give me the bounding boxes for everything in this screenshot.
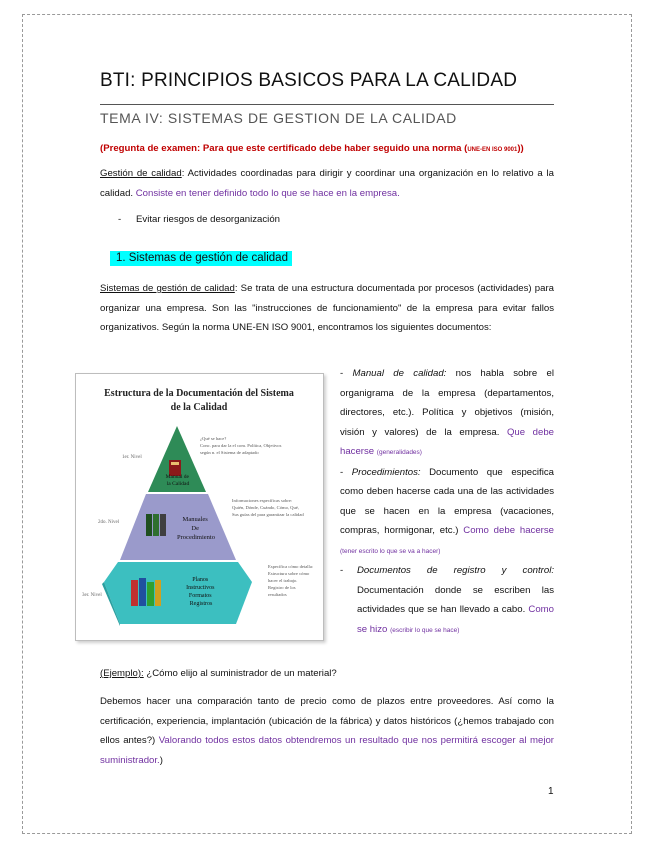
level-2-note: Informaciones específicas sobre: Quién, Dónde, Cuándo, Cómo, Qué, Sus guías del para garantizar la calidad <box>232 498 304 517</box>
level-3-side: 3er. Nivel <box>82 593 102 598</box>
manual-text: nos habla sobre el organigrama de la empresa (departamentos, directores, etc.). Política y objetivos (misión, visión y valores) de la empresa. <box>340 368 554 438</box>
exam-note-close: )) <box>517 143 524 154</box>
pyramid-level-3 <box>104 562 252 624</box>
records-term: Documentos de registro y control: <box>357 565 554 576</box>
level-3-label: Planos Instructivos Formatos Registros <box>186 577 215 607</box>
definition-highlight: Consiste en tener definido todo lo que se hace en la empresa. <box>135 187 400 199</box>
definition-text: : Actividades coordinadas para dirigir y coordinar una organización en lo relativo a la calidad. <box>100 168 555 199</box>
exam-note-standard: UNE-EN ISO 9001 <box>467 147 518 153</box>
exam-note <box>100 143 524 154</box>
level-1-note: ¿Qué se hace? Conc. para dar la el com. Política, Objetivos según n. el Sistema de adaptado <box>200 436 282 455</box>
example-answer-close: ) <box>159 754 163 766</box>
manual-dash: - <box>340 368 353 379</box>
procedures-term: Procedimientos: <box>351 466 421 478</box>
binders-icon <box>146 514 166 536</box>
figure-title-line2: de la Calidad <box>170 402 228 413</box>
procedures-dash: - <box>340 466 352 478</box>
section-heading: 1. Sistemas de gestión de calidad <box>110 251 292 266</box>
records-highlight: Como se hizo (escribir lo que se hace) <box>357 604 554 635</box>
records-dash: - <box>340 565 344 576</box>
definition-term: Gestión de calidad <box>100 168 182 179</box>
example-answer-text: Debemos hacer una comparación tanto de precio como de plazos entre proveedores. Así como la certificación, experiencia, implantación (ubicación de la fábrica) y datos históricos (¿hemos trabajado con ellos antes?) <box>100 696 554 746</box>
pyramid-level-2 <box>120 494 236 560</box>
manual-item <box>340 364 554 463</box>
records-item <box>340 561 554 640</box>
sgc-text: : Se trata de una estructura documentada por procesos (actividades) para organizar una empresa. Son las "instrucciones de funcionamiento" de la empresa para evitar fallos organizativos. Según la norma UNE-EN ISO 9001, encontramos los siguientes documentos: <box>100 283 555 333</box>
example-question-text: ¿Cómo elijo al suministrador de un material? <box>143 668 337 679</box>
example-answer <box>100 692 554 770</box>
exam-note-main: (Pregunta de examen: Para que este certificado debe haber seguido una norma ( <box>100 143 468 154</box>
records-text: Documentación donde se escriben las actividades que se han llevado a cabo. <box>357 584 554 615</box>
figure-title-line1: Estructura de la Documentación del Sistema <box>104 388 294 399</box>
page-number: 1 <box>548 786 554 797</box>
manual-highlight: Que debe hacerse (generalidades) <box>340 426 554 457</box>
bullet-dash: - <box>118 214 122 225</box>
pyramid-diagram <box>76 374 323 640</box>
procedures-text: Documento que especifica como deben hacerse cada una de las actividades que se hacen en la empresa (vacaciones, compras, hormigonar, etc.) <box>340 466 554 536</box>
document-subtitle: TEMA IV: SISTEMAS DE GESTION DE LA CALIDAD <box>100 110 457 126</box>
documentation-pyramid-figure <box>75 373 324 641</box>
example-label: (Ejemplo): <box>100 668 144 679</box>
document-types-column <box>340 364 554 640</box>
level-2-side: 2do. Nivel <box>98 520 120 525</box>
procedures-item <box>340 463 554 562</box>
example-answer-highlight: Valorando todos estos datos obtendremos un resultado que nos permitirá escoger al mejor suministrador. <box>100 735 554 766</box>
procedures-highlight: Como debe hacerse (tener escrito lo que se va a hacer) <box>340 525 554 555</box>
definition-paragraph <box>100 164 554 203</box>
bullet-text: Evitar riesgos de desorganización <box>136 214 280 225</box>
folders-icon <box>131 578 161 606</box>
manual-term: Manual de calidad: <box>352 368 447 379</box>
example-question <box>100 664 554 684</box>
title-divider <box>100 104 554 105</box>
level-1-side: 1er. Nivel <box>122 455 142 460</box>
level-2-label: Manuales De Procedimiento <box>177 516 215 541</box>
document-title: BTI: PRINCIPIOS BASICOS PARA LA CALIDAD <box>100 70 518 91</box>
level-3-note: Específica cómo detalla: Estructura sobre cómo hacer el trabajo. Registro de los resultados <box>268 564 314 597</box>
level-1-label: Manual de la Calidad <box>165 474 190 487</box>
sgc-term: Sistemas de gestión de calidad <box>100 283 235 294</box>
sgc-paragraph <box>100 279 554 338</box>
